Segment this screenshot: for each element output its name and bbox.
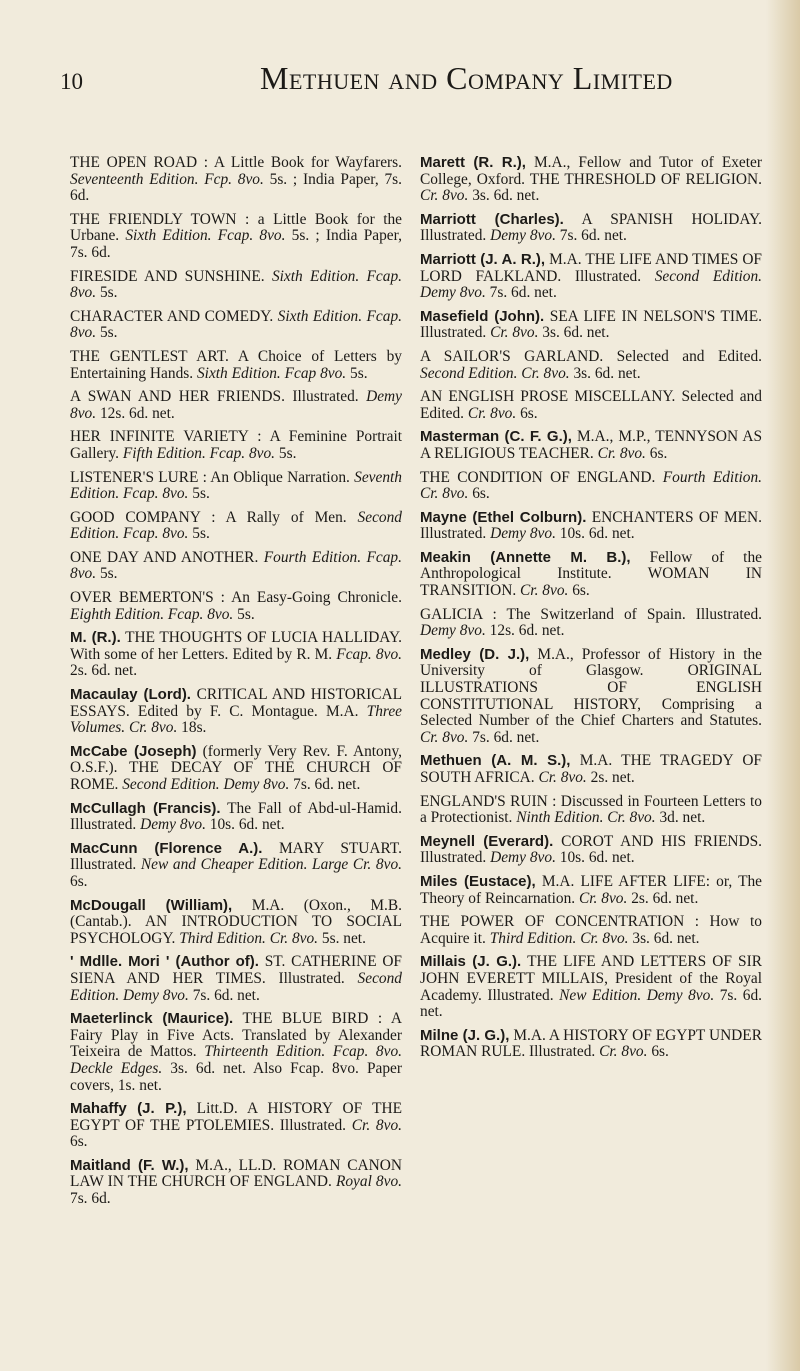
entry-edition: Sixth Edition. Fcap. 8vo. (70, 307, 402, 342)
catalogue-entry (70, 510, 402, 543)
entry-title: LISTENER'S LURE : An Oblique Narration. (70, 468, 350, 486)
entry-author: Meakin (Annette M. B.), (420, 548, 631, 566)
entry-title: ONE DAY AND ANOTHER. (70, 548, 259, 566)
entry-price: 3s. 6d. net. (542, 324, 610, 342)
entry-price: 3d. net. (659, 809, 706, 827)
entry-edition: Seventeenth Edition. Fcp. 8vo. (70, 170, 264, 188)
catalogue-entry (70, 1158, 402, 1208)
entry-author: Masefield (John). (420, 307, 545, 325)
entry-price: 10s. 6d. net. (559, 525, 635, 543)
entry-title: CRITICAL AND HISTORICAL ESSAYS. Edited by F. C. Montague. M.A. (70, 686, 402, 720)
entry-price: 5s. (192, 485, 210, 503)
entry-price: 3s. 6d. net. (472, 187, 540, 205)
entry-edition: Cr. 8vo. (420, 728, 469, 746)
catalogue-entry (420, 794, 762, 827)
entry-edition: Cr. 8vo. (579, 889, 628, 907)
entry-edition: Fourth Edition. Cr. 8vo. (420, 468, 762, 503)
entry-edition: Second Edition. Demy 8vo. (122, 776, 290, 793)
entry-price: 3s. 6d. net. (632, 929, 700, 947)
catalogue-entry (420, 834, 762, 867)
catalogue-entry (70, 349, 402, 382)
entry-author: McCabe (Joseph) (70, 742, 197, 760)
entry-edition: Eighth Edition. Fcap. 8vo. (70, 605, 234, 623)
catalogue-entry (70, 801, 402, 834)
catalogue-entry (70, 550, 402, 583)
catalogue-entry (420, 510, 762, 543)
entry-price: 3s. 6d. net. Also Fcap. 8vo. Paper covers, 1s. net. (70, 1059, 402, 1094)
running-head: Methuen and Company Limited (260, 60, 673, 96)
entry-edition: Demy 8vo. (490, 227, 556, 245)
entry-author: Masterman (C. F. G.), (420, 428, 572, 446)
entry-title: M.A. LIFE AFTER LIFE: or, The Theory of Reincarnation. (420, 872, 762, 907)
catalogue-entry (420, 647, 762, 747)
entry-author: Meynell (Everard). (420, 832, 554, 850)
entry-edition: Cr. 8vo. (420, 187, 469, 205)
catalogue-entry (70, 590, 402, 623)
entry-title: THE CONDITION OF ENGLAND. (420, 468, 656, 486)
entry-edition: Sixth Edition. Fcap. 8vo. (70, 267, 402, 302)
catalogue-entry (70, 155, 402, 205)
entry-price: 5s. net. (321, 929, 366, 947)
catalogue-entry (70, 429, 402, 462)
entry-price: 6s. (649, 444, 668, 462)
entry-edition: New and Cheaper Edition. Large Cr. 8vo. (140, 856, 402, 874)
entry-edition: Cr. 8vo. (467, 404, 517, 422)
entry-title: ST. CATHERINE OF SIENA AND HER TIMES. Illustrated. (70, 953, 402, 987)
entry-edition: Sixth Edition. Fcap 8vo. (196, 364, 347, 382)
entry-title: GOOD COMPANY : A Rally of Men. (70, 508, 347, 526)
entry-edition: Second Edition. Cr. 8vo. (420, 364, 570, 382)
entry-price: 10s. 6d. net. (559, 849, 635, 867)
entry-title: COROT AND HIS FRIENDS. Illustrated. (420, 832, 762, 867)
catalogue-entry (70, 309, 402, 342)
catalogue-entry (70, 687, 402, 737)
entry-price: 7s. 6d. net. (293, 776, 361, 793)
entry-price: 5s. (237, 605, 255, 623)
entry-title: CHARACTER AND COMEDY. (70, 307, 274, 325)
entry-edition: Seventh Edition. Fcap. 8vo. (70, 468, 402, 503)
entry-author: Mayne (Ethel Colburn). (420, 508, 587, 526)
right-column (420, 155, 762, 1068)
catalogue-entry (420, 155, 762, 205)
catalogue-entry (70, 744, 402, 794)
entry-title: ENCHANTERS OF MEN. Illustrated. (420, 508, 762, 543)
entry-price: 5s. ; India Paper, 7s. 6d. (70, 170, 402, 205)
catalogue-entry (70, 1101, 402, 1151)
entry-price: 7s. 6d. net. (192, 986, 260, 1004)
entry-price: 7s. 6d. net. (559, 227, 627, 245)
catalogue-entry (70, 470, 402, 503)
entry-author: MacCunn (Florence A.). (70, 839, 263, 857)
entry-title: GALICIA : The Switzerland of Spain. Illustrated. (420, 605, 762, 623)
entry-edition: Cr. 8vo. (351, 1116, 402, 1134)
entry-price: 12s. 6d. net. (99, 404, 175, 422)
entry-price: 2s. 6d. net. (631, 889, 699, 907)
entry-author: ' Mdlle. Mori ' (Author of). (70, 953, 259, 971)
entry-title: A SPANISH HOLIDAY. Illustrated. (420, 210, 762, 245)
entry-title: THE OPEN ROAD : A Little Book for Wayfarers. (70, 154, 402, 171)
entry-edition: Cr. 8vo. (520, 582, 569, 600)
entry-title: FIRESIDE AND SUNSHINE. (70, 267, 265, 285)
page-header (60, 60, 764, 97)
entry-price: 7s. 6d. net. (489, 284, 557, 302)
catalogue-entry (420, 212, 762, 245)
entry-title: A SWAN AND HER FRIENDS. Illustrated. (70, 388, 359, 406)
entry-edition: New Edition. Demy 8vo. (559, 986, 715, 1004)
catalogue-entry (70, 269, 402, 302)
catalogue-entry (420, 753, 762, 786)
entry-price: 12s. 6d. net. (489, 622, 565, 640)
entry-edition: Demy 8vo. (70, 388, 402, 422)
entry-price: 7s. 6d. net. (420, 986, 762, 1021)
entry-edition: Demy 8vo. (140, 816, 206, 834)
entry-title: M.A. THE LIFE AND TIMES OF LORD FALKLAND. Illustrated. (420, 250, 762, 285)
entry-title: Fellow of the Anthropological Institute. WOMAN IN TRANSITION. (420, 548, 762, 600)
entry-author: Maeterlinck (Maurice). (70, 1010, 234, 1028)
entry-author: McCullagh (Francis). (70, 799, 221, 817)
entry-price: 5s. (278, 444, 297, 462)
catalogue-entry (420, 1028, 762, 1061)
entry-price: 6s. (70, 1133, 88, 1151)
entry-edition: Demy 8vo. (420, 622, 486, 640)
entry-edition: Cr. 8vo. (597, 444, 646, 462)
entry-title: ENGLAND'S RUIN : Discussed in Fourteen Letters to a Protectionist. (420, 792, 762, 827)
entry-author: Macaulay (Lord). (70, 686, 191, 704)
entry-title: Litt.D. A HISTORY OF THE EGYPT OF THE PTOLEMIES. Illustrated. (70, 1100, 403, 1134)
page-edge-shadow (766, 0, 800, 1371)
catalogue-entry (70, 898, 402, 948)
entry-price: 3s. 6d. net. (573, 364, 641, 382)
entry-edition: Demy 8vo. (490, 525, 556, 543)
entry-price: 2s. net. (590, 769, 635, 786)
catalogue-entry (70, 389, 402, 422)
entry-edition: Third Edition. Cr. 8vo. (179, 929, 319, 947)
entry-price: 5s. ; India Paper, 7s. 6d. (70, 227, 402, 261)
entry-title: THE GENTLEST ART. A Choice of Letters by Entertaining Hands. (70, 347, 402, 382)
entry-author: Marriott (J. A. R.), (420, 250, 546, 268)
entry-edition: Cr. 8vo. (490, 324, 539, 342)
catalogue-entry (420, 954, 762, 1020)
entry-title: M.A. THE TRAGEDY OF SOUTH AFRICA. (420, 752, 762, 786)
entry-author: Milne (J. G.), (420, 1026, 510, 1044)
entry-price: 6s. (520, 404, 538, 422)
entry-edition: Thirteenth Edition. Fcap. 8vo. Deckle Edges. (70, 1043, 402, 1077)
entry-title: THE FRIENDLY TOWN : a Little Book for the Urbane. (70, 210, 402, 245)
entry-edition: Cr. 8vo. (599, 1043, 648, 1061)
entry-price: 5s. (99, 324, 118, 342)
entry-title: M.A., Professor of History in the University of Glasgow. ORIGINAL ILLUSTRATIONS OF ENGLISH CONSTITUTIONAL HISTORY, Comprising a Selected Number of the Chief Charters and Statutes. (420, 645, 762, 730)
entry-title: THE POWER OF CONCENTRATION : How to Acquire it. (420, 913, 762, 947)
entry-price: 6s. (651, 1043, 669, 1061)
entry-title: M.A. (Oxon., M.B. (Cantab.). AN INTRODUCTION TO SOCIAL PSYCHOLOGY. (70, 896, 402, 947)
entry-edition: Fcap. 8vo. (336, 645, 402, 663)
entry-title: The Fall of Abd-ul-Hamid. Illustrated. (70, 799, 402, 834)
entry-edition: Sixth Edition. Fcap. 8vo. (125, 227, 286, 245)
entry-price: 18s. (181, 719, 207, 737)
entry-author: Marriott (Charles). (420, 210, 564, 228)
entry-title: A SAILOR'S GARLAND. Selected and Edited. (420, 347, 762, 365)
entry-title: (formerly Very Rev. F. Antony, O.S.F.). THE DECAY OF THE CHURCH OF ROME. (70, 742, 402, 793)
entry-price: 5s. (192, 525, 210, 543)
entry-author: Marett (R. R.), (420, 154, 526, 171)
entry-edition: Fifth Edition. Fcap. 8vo. (122, 444, 276, 462)
catalogue-entry (420, 252, 762, 302)
entry-edition: Second Edition. Fcap. 8vo. (70, 508, 402, 543)
catalogue-entry (70, 630, 402, 680)
catalogue-entry (420, 914, 762, 947)
entry-price: 7s. 6d. net. (472, 728, 540, 746)
catalogue-entry (70, 212, 402, 262)
entry-title: M.A. A HISTORY OF EGYPT UNDER ROMAN RULE. Illustrated. (420, 1026, 762, 1061)
entry-title: OVER BEMERTON'S : An Easy-Going Chronicle. (70, 589, 402, 607)
entry-price: 6s. (70, 872, 88, 890)
entry-title: THE THOUGHTS OF LUCIA HALLIDAY. With some of her Letters. Edited by R. M. (70, 629, 402, 663)
catalogue-entry (420, 349, 762, 382)
catalogue-entry (70, 1011, 402, 1094)
entry-edition: Ninth Edition. Cr. 8vo. (516, 809, 656, 827)
catalogue-entry (420, 429, 762, 462)
entry-author: Maitland (F. W.), (70, 1156, 189, 1174)
catalogue-entry (420, 470, 762, 503)
entry-author: McDougall (William), (70, 896, 233, 914)
catalogue-entry (420, 607, 762, 640)
page-number: 10 (60, 69, 83, 94)
entry-edition: Three Volumes. Cr. 8vo. (70, 702, 402, 737)
entry-title: M.A., LL.D. ROMAN CANON LAW IN THE CHURCH OF ENGLAND. (70, 1156, 403, 1191)
entry-edition: Second Edition. Demy 8vo. (420, 267, 762, 302)
catalogue-entry (420, 389, 762, 422)
entry-edition: Cr. 8vo. (538, 769, 587, 786)
entry-price: 10s. 6d. net. (209, 816, 285, 834)
entry-author: Miles (Eustace), (420, 872, 536, 890)
entry-edition: Second Edition. Demy 8vo. (70, 969, 402, 1004)
entry-edition: Third Edition. Cr. 8vo. (489, 929, 629, 947)
catalogue-entry (70, 954, 402, 1004)
entry-title: AN ENGLISH PROSE MISCELLANY. Selected and Edited. (420, 388, 762, 422)
left-column (70, 155, 402, 1215)
entry-title: M.A., Fellow and Tutor of Exeter College, Oxford. THE THRESHOLD OF RELIGION. (420, 154, 762, 188)
entry-author: Methuen (A. M. S.), (420, 752, 571, 770)
entry-price: 6s. (572, 582, 590, 600)
entry-price: 5s. (350, 364, 368, 382)
entry-title: HER INFINITE VARIETY : A Feminine Portrait Gallery. (70, 428, 402, 462)
entry-author: Mahaffy (J. P.), (70, 1100, 187, 1118)
entry-price: 5s. (99, 284, 118, 302)
entry-price: 7s. 6d. (70, 1190, 111, 1208)
entry-title: THE LIFE AND LETTERS OF SIR JOHN EVERETT MILLAIS, President of the Royal Academy. Illustrated. (420, 953, 763, 1004)
entry-price: 6s. (472, 485, 490, 503)
entry-title: THE BLUE BIRD : A Fairy Play in Five Acts. Translated by Alexander Teixeira de Mattos. (70, 1010, 402, 1061)
catalogue-entry (70, 841, 402, 891)
catalogue-entry (420, 309, 762, 342)
entry-edition: Royal 8vo. (335, 1173, 403, 1191)
entry-author: Medley (D. J.), (420, 645, 530, 663)
entry-title: SEA LIFE IN NELSON'S TIME. Illustrated. (420, 307, 762, 342)
catalogue-entry (420, 550, 762, 600)
entry-author: Millais (J. G.). (420, 953, 522, 971)
entry-edition: Demy 8vo. (490, 849, 556, 867)
entry-title: MARY STUART. Illustrated. (70, 839, 402, 874)
entry-author: M. (R.). (70, 629, 121, 647)
catalogue-entry (420, 874, 762, 907)
entry-price: 5s. (99, 565, 118, 583)
entry-title: M.A., M.P., TENNYSON AS A RELIGIOUS TEACHER. (420, 428, 763, 462)
entry-edition: Fourth Edition. Fcap. 8vo. (70, 548, 402, 583)
entry-price: 2s. 6d. net. (70, 662, 138, 680)
